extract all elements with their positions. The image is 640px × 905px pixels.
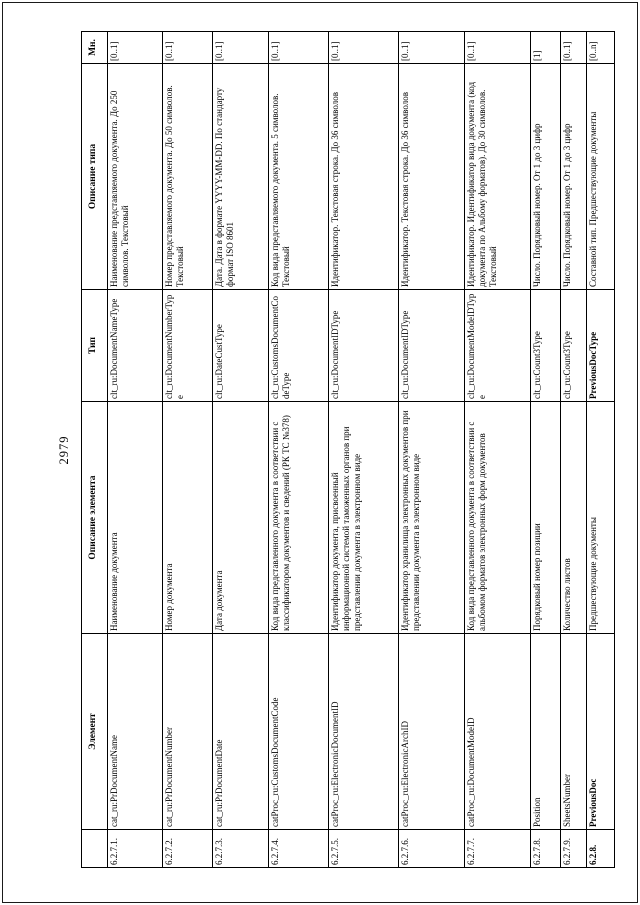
cell-element-description: Номер документа [163,402,213,634]
cell-type: clt_ru:DocumentIDType [329,290,399,402]
header-multiplicity: Мн. [82,32,108,64]
cell-type-description: Код вида представляемого документа. 5 символов. Текстовый [269,64,329,290]
cell-type: PreviousDocType [587,290,615,402]
cell-multiplicity: [0..1] [329,32,399,64]
cell-element: cat_ru:PrDocumentName [108,634,163,830]
cell-type-description: Идентификатор. Текстовая строка. До 36 символов [329,64,399,290]
cell-multiplicity: [0..1] [399,32,465,64]
cell-type: clt_ru:Count3Type [561,290,587,402]
table-row [163,32,213,868]
table-body [108,32,615,868]
table-row [561,32,587,868]
page-number: 2979 [57,435,71,465]
cell-multiplicity: [0..1] [213,32,269,64]
table-row [399,32,465,868]
table-row [108,32,163,868]
cell-type: clt_ru:DocumentIDType [399,290,465,402]
cell-element-description: Идентификатор документа, присвоенный информационной системой таможенных органов при представлении документа в электронном виде [329,402,399,634]
cell-multiplicity: [0..1] [108,32,163,64]
cell-element-description: Код вида представленного документа в соответствии с альбомом форматов электронных форм документов [465,402,531,634]
cell-multiplicity: [1] [531,32,561,64]
header-element-description: Описание элемента [82,402,108,634]
table-row [269,32,329,868]
cell-multiplicity: [0..1] [465,32,531,64]
cell-multiplicity: [0..1] [163,32,213,64]
cell-element-description: Порядковый номер позиции [531,402,561,634]
cell-type: clt_ru:DocumentModeIDType [465,290,531,402]
cell-type-description: Наименование представляемого документа. До 250 символов. Текстовый [108,64,163,290]
element-spec-table [81,31,615,868]
cell-element: catProc_ru:ElectronicArchID [399,634,465,830]
cell-element-description: Количество листов [561,402,587,634]
cell-type: clt_ru:DateCustType [213,290,269,402]
cell-type: clt_ru:Count3Type [531,290,561,402]
table-header [82,32,108,868]
table-row [587,32,615,868]
cell-multiplicity: [0..1] [561,32,587,64]
cell-element-description: Дата документа [213,402,269,634]
cell-element: cat_ru:PrDocumentDate [213,634,269,830]
cell-type-description: Номер представляемого документа. До 50 символов. Текстовый [163,64,213,290]
cell-element: SheetsNumber [561,634,587,830]
header-element: Элемент [82,634,108,830]
cell-type: clt_ru:CustomsDocumentCodeType [269,290,329,402]
cell-element: catProc_ru:CustomsDocumentCode [269,634,329,830]
cell-element-description: Код вида представленного документа в соответствии с классификатором документов и сведений (РК ТС №378) [269,402,329,634]
cell-num: 6.2.7.6. [399,830,465,868]
cell-num: 6.2.7.8. [531,830,561,868]
cell-element: PreviousDoc [587,634,615,830]
cell-num: 6.2.7.7. [465,830,531,868]
header-type-description: Описание типа [82,64,108,290]
table-row [465,32,531,868]
cell-element-description: Предшествующие документы [587,402,615,634]
cell-num: 6.2.7.2. [163,830,213,868]
cell-type-description: Идентификатор. Текстовая строка. До 36 символов [399,64,465,290]
cell-type-description: Число. Порядковый номер. От 1 до 3 цифр [531,64,561,290]
cell-num: 6.2.7.9. [561,830,587,868]
cell-multiplicity: [0..1] [269,32,329,64]
cell-type-description: Составной тип. Предшествующие документы [587,64,615,290]
cell-num: 6.2.8. [587,830,615,868]
header-type: Тип [82,290,108,402]
table-row [531,32,561,868]
rotated-table-container [57,30,632,870]
cell-element: catProc_ru:ElectronicDocumentID [329,634,399,830]
cell-num: 6.2.7.1. [108,830,163,868]
cell-type: clt_ru:DocumentNameType [108,290,163,402]
cell-num: 6.2.7.3. [213,830,269,868]
cell-num: 6.2.7.4. [269,830,329,868]
cell-type-description: Число. Порядковый номер. От 1 до 3 цифр [561,64,587,290]
header-row [82,32,108,868]
table-row [213,32,269,868]
table-row [329,32,399,868]
cell-element: cat_ru:PrDocumentNumber [163,634,213,830]
cell-type-description: Идентификатор. Идентификатор вида документа (код документа по Альбому форматов). До 30 символов. Текстовый [465,64,531,290]
cell-element-description: Наименование документа [108,402,163,634]
header-number [82,830,108,868]
cell-element: catProc_ru:DocumentModeID [465,634,531,830]
cell-num: 6.2.7.5. [329,830,399,868]
cell-element: Position [531,634,561,830]
cell-type-description: Дата. Дата в формате YYYY-MM-DD. По стандарту формат ISO 8601 [213,64,269,290]
cell-element-description: Идентификатор хранилища электронных документов при представлении документа в электронном виде [399,402,465,634]
cell-multiplicity: [0..n] [587,32,615,64]
cell-type: clt_ru:DocumentNumberType [163,290,213,402]
